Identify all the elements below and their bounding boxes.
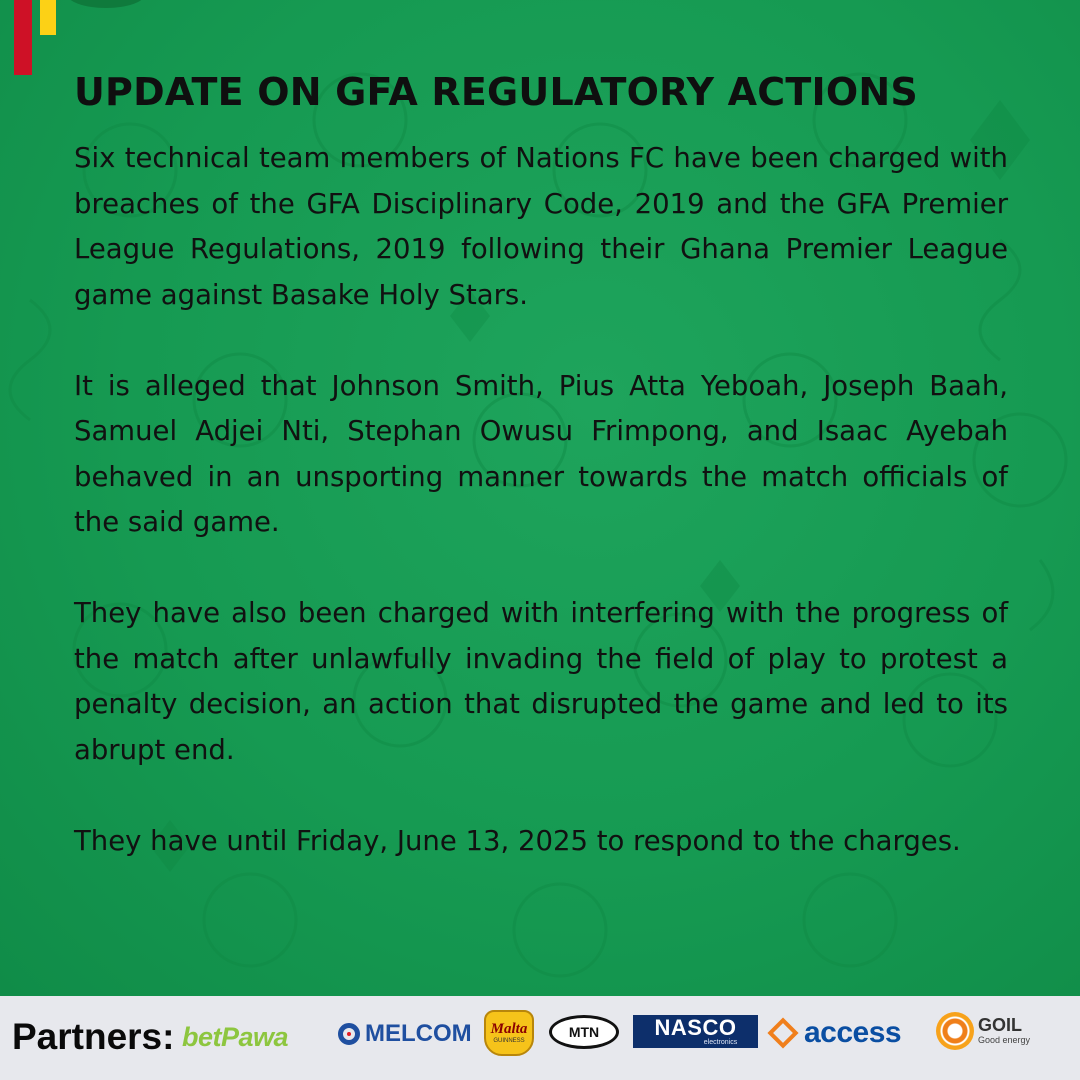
malta-logo-subtext: GUINNESS — [493, 1038, 525, 1044]
access-diamond-icon — [767, 1017, 798, 1048]
nasco-logo-text: NASCO — [654, 1014, 737, 1040]
paragraph-charges: Six technical team members of Nations FC have been charged with breaches of the GFA Disciplinary Code, 2019 and the GFA Premier League Regulations, 2019 following their Ghana Premier League game against Basake Holy Stars. — [74, 142, 1008, 311]
mtn-logo — [549, 1015, 619, 1049]
melcom-logo-text: MELCOM — [365, 1020, 472, 1047]
announcement-body — [74, 136, 1008, 864]
goil-logo-subtext: Good energy — [978, 1035, 1031, 1045]
goil-sun-icon — [936, 1012, 974, 1050]
access-logo-text: access — [804, 1016, 902, 1049]
paragraph-interference: They have also been charged with interfering with the progress of the match after unlawfully invading the field of play to protest a penalty decision, an action that disrupted the game and led to its abrupt end. — [74, 597, 1008, 766]
melcom-logo — [338, 1020, 472, 1048]
nasco-logo — [633, 1015, 758, 1048]
malta-guinness-logo — [484, 1010, 534, 1056]
betpawa-logo — [182, 1022, 288, 1053]
nasco-logo-subtext: electronics — [703, 1038, 738, 1046]
access-logo — [772, 1016, 901, 1050]
partners-label: Partners: — [12, 1016, 175, 1057]
flag-stripe-red — [14, 0, 32, 75]
mtn-logo-text: MTN — [568, 1024, 600, 1040]
betpawa-logo-text: betPawa — [182, 1022, 289, 1052]
paragraph-allegation: It is alleged that Johnson Smith, Pius Atta Yeboah, Joseph Baah, Samuel Adjei Nti, Stephan Owusu Frimpong, and Isaac Ayebah behaved in an unsporting manner towards the match officials of the said game. — [74, 369, 1008, 538]
melcom-ring-icon — [338, 1023, 360, 1045]
paragraph-deadline: They have until Friday, June 13, 2025 to respond to the charges. — [74, 824, 961, 857]
partners-footer — [0, 996, 1080, 1080]
flag-stripe-yellow — [40, 0, 56, 35]
goil-logo-text: GOIL — [978, 1015, 1022, 1035]
goil-logo — [936, 1012, 1030, 1050]
page-title: UPDATE ON GFA REGULATORY ACTIONS — [74, 70, 918, 114]
malta-logo-text: Malta — [490, 1021, 528, 1037]
